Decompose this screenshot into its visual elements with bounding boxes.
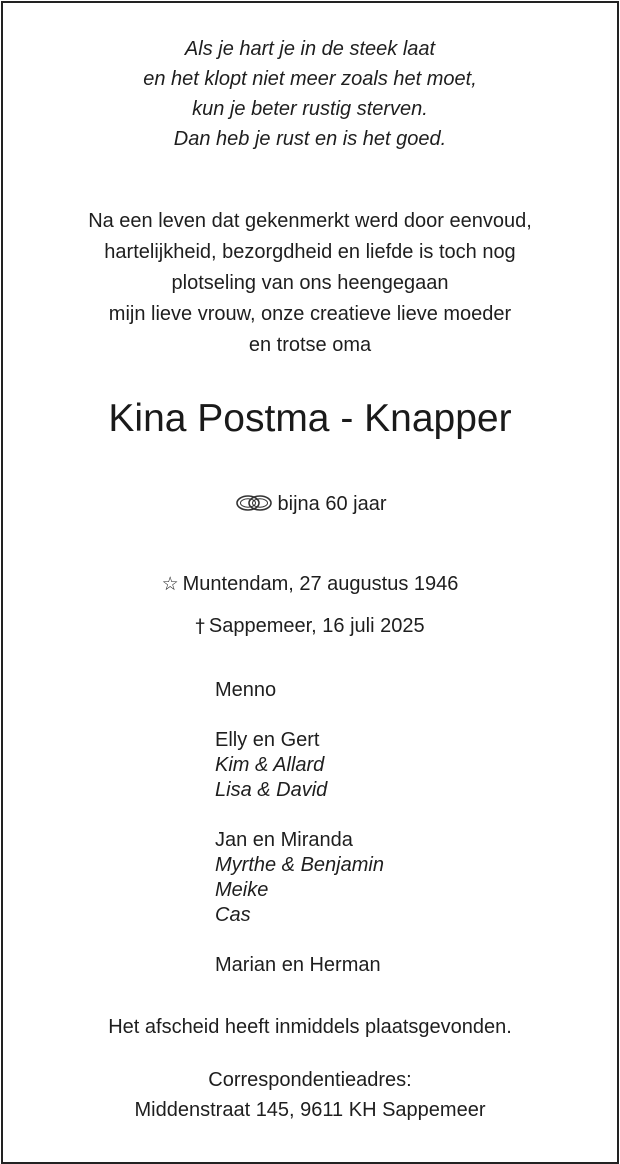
family-list bbox=[215, 678, 384, 978]
intro-line: Na een leven dat gekenmerkt werd door eenvoud, bbox=[88, 210, 532, 232]
poem bbox=[0, 34, 620, 154]
poem-line: kun je beter rustig sterven. bbox=[192, 98, 428, 120]
correspondence bbox=[0, 1065, 620, 1125]
family-member: Elly en Gert bbox=[215, 729, 320, 751]
grandchild: Myrthe & Benjamin bbox=[215, 854, 384, 876]
death-line bbox=[0, 612, 620, 640]
family-group bbox=[215, 828, 384, 928]
family-member: Jan en Miranda bbox=[215, 829, 353, 851]
grandchild: Lisa & David bbox=[215, 779, 328, 801]
intro-line: hartelijkheid, bezorgdheid en liefde is toch nog bbox=[104, 241, 516, 263]
family-group bbox=[215, 953, 384, 978]
cross-icon: † bbox=[195, 615, 205, 637]
correspondence-address: Middenstraat 145, 9611 KH Sappemeer bbox=[134, 1099, 486, 1121]
poem-line: Dan heb je rust en is het goed. bbox=[173, 128, 447, 150]
deceased-name: Kina Postma - Knapper bbox=[108, 397, 512, 440]
farewell-notice: Het afscheid heeft inmiddels plaatsgevonden. bbox=[108, 1016, 512, 1038]
grandchild: Cas bbox=[215, 904, 251, 926]
wedding-rings-icon bbox=[234, 493, 274, 521]
family-group bbox=[215, 728, 384, 803]
poem-line: en het klopt niet meer zoals het moet, bbox=[143, 68, 477, 90]
family-member: Menno bbox=[215, 679, 277, 701]
marriage-duration: bijna 60 jaar bbox=[277, 493, 387, 515]
birth-line bbox=[0, 570, 620, 598]
family-group bbox=[215, 678, 384, 703]
correspondence-label: Correspondentieadres: bbox=[208, 1069, 412, 1091]
family-member: Marian en Herman bbox=[215, 954, 381, 976]
grandchild: Meike bbox=[215, 879, 269, 901]
marriage-line bbox=[0, 490, 620, 521]
intro-line: en trotse oma bbox=[248, 334, 372, 356]
poem-line: Als je hart je in de steek laat bbox=[184, 38, 436, 60]
star-icon: ☆ bbox=[161, 573, 179, 595]
death-place-date: Sappemeer, 16 juli 2025 bbox=[208, 615, 425, 637]
birth-place-date: Muntendam, 27 augustus 1946 bbox=[182, 573, 459, 595]
intro-text bbox=[0, 206, 620, 361]
grandchild: Kim & Allard bbox=[215, 754, 325, 776]
intro-line: plotseling van ons heengegaan bbox=[171, 272, 449, 294]
intro-line: mijn lieve vrouw, onze creatieve lieve moeder bbox=[108, 303, 512, 325]
